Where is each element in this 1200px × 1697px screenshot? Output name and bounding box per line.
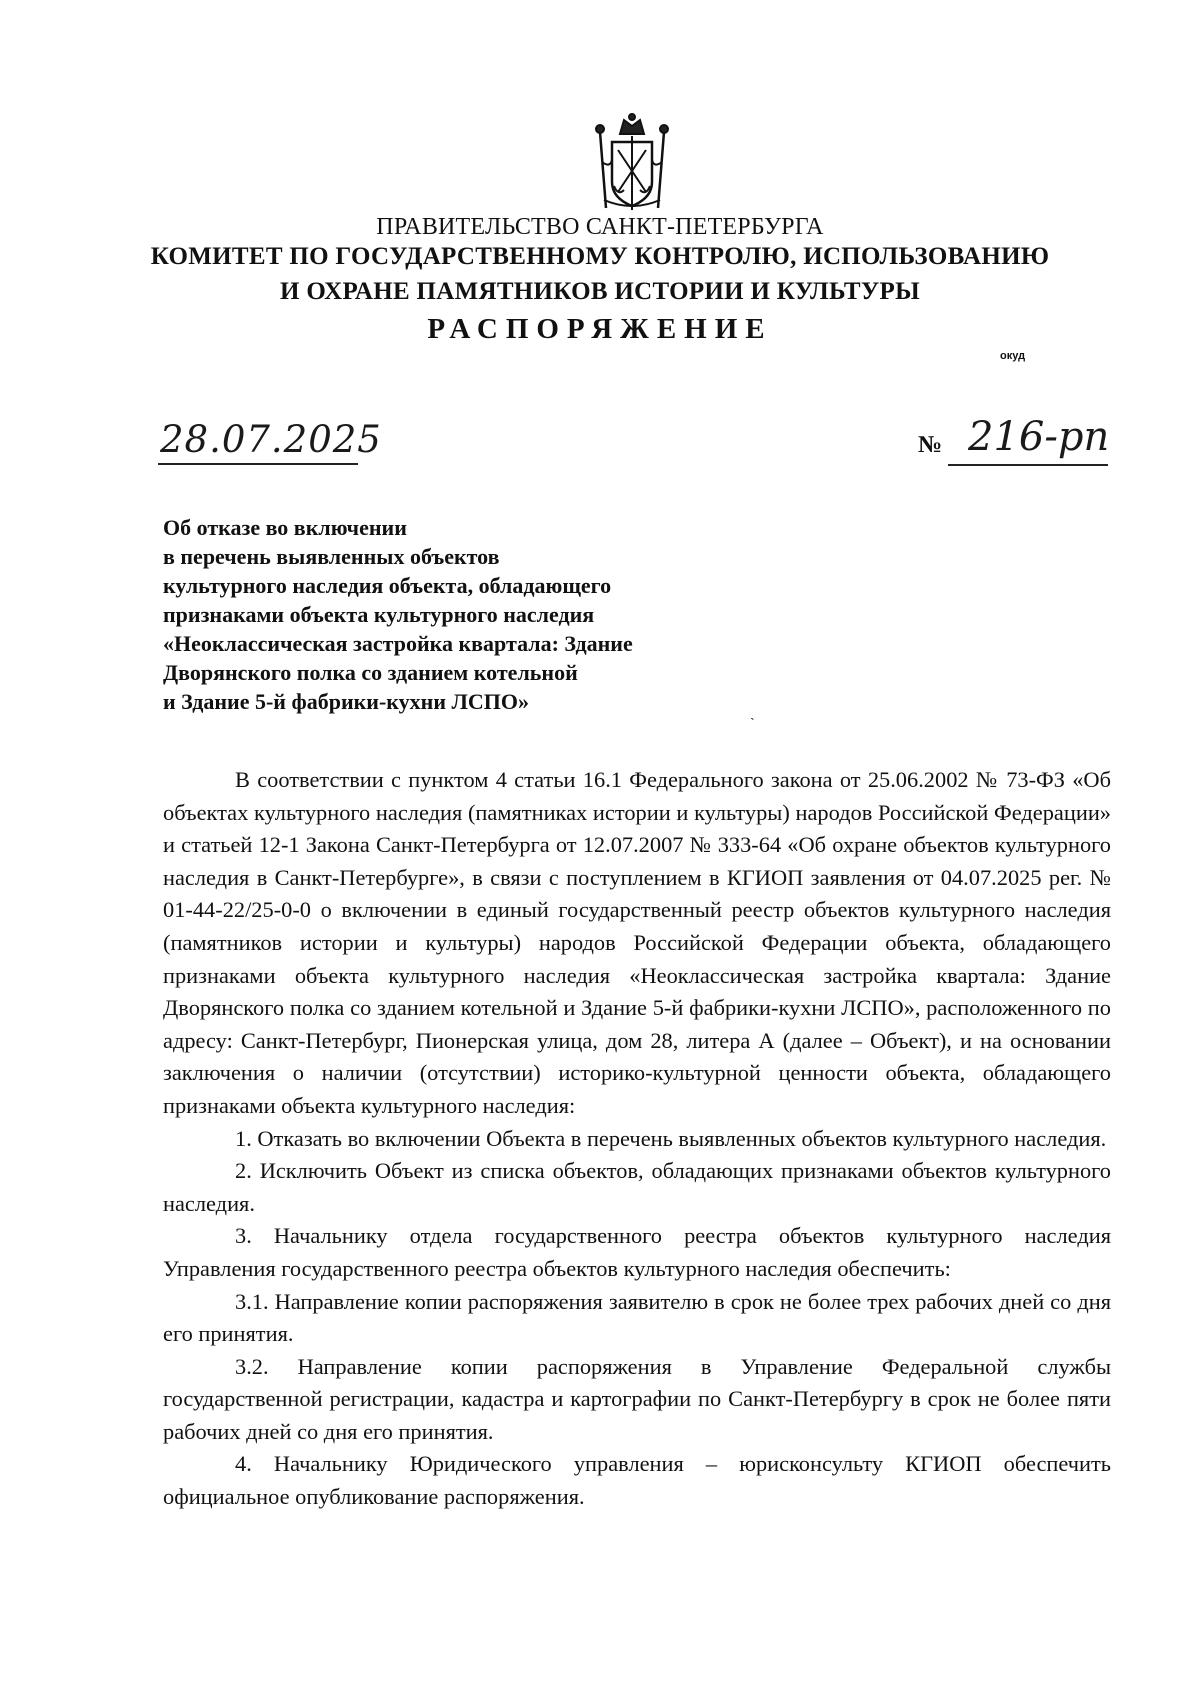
clause-2: 2. Исключить Объект из списка объектов, обладающих признаками объектов культурного наследия. [163,1158,1111,1216]
subject-line: Дворянского полка со зданием котельной [163,660,578,685]
government-title: ПРАВИТЕЛЬСТВО САНКТ-ПЕТЕРБУРГА [376,214,824,240]
okud-label: окуд [1000,350,1026,362]
clause-3-2: 3.2. Направление копии распоряжения в Управление Федеральной службы государственной регистрации, кадастра и картографии по Санкт-Петербургу в срок не более пяти рабочих дней со дня его принятия. [163,1353,1111,1444]
document-date: 28.07.2025 [160,418,382,461]
document-type: РАСПОРЯЖЕНИЕ [427,313,773,345]
document-subject [163,513,783,716]
saint-petersburg-coat-of-arms-icon [590,112,674,214]
clause-1: 1. Отказать во включении Объекта в перечень выявленных объектов культурного наследия. [235,1125,1107,1151]
committee-title-line1: КОМИТЕТ ПО ГОСУДАРСТВЕННОМУ КОНТРОЛЮ, ИСПОЛЬЗОВАНИЮ [150,243,1050,270]
scan-mark: ˎ [750,706,755,721]
subject-line: культурного наследия объекта, обладающего [163,573,612,598]
subject-line: в перечень выявленных объектов [163,544,500,569]
document-body [163,764,1111,1514]
subject-line: и Здание 5-й фабрики-кухни ЛСПО» [163,689,530,714]
number-sign: № [918,432,943,458]
date-underline [158,463,358,465]
document-number: 216-рп [968,414,1110,460]
subject-line: Об отказе во включении [163,515,407,540]
number-underline [948,464,1108,466]
committee-title-line2: И ОХРАНЕ ПАМЯТНИКОВ ИСТОРИИ И КУЛЬТУРЫ [280,278,920,305]
subject-line: «Неоклассическая застройка квартала: Здание [163,631,633,656]
clause-4: 4. Начальнику Юридического управления – юрисконсульту КГИОП обеспечить официальное опубликование распоряжения. [163,1451,1111,1510]
clause-3: 3. Начальнику отдела государственного реестра объектов культурного наследия Управления государственного реестра объектов культурного наследия обеспечить: [163,1223,1111,1281]
clause-3-1: 3.1. Направление копии распоряжения заявителю в срок не более трех рабочих дней со дня его принятия. [163,1288,1111,1347]
subject-line: признаками объекта культурного наследия [163,602,595,627]
preamble-paragraph: В соответствии с пунктом 4 статьи 16.1 Федерального закона от 25.06.2002 № 73-ФЗ «Об объектах культурного наследия (памятниках истории и культуры) народов Российской Федерации» и статьей 12-1 Закона Санкт-Петербурга от 12.07.2007 № 333-64 «Об охране объектов культурного наследия в Санкт-Петербурге», в связи с поступлением в КГИОП заявления от 04.07.2025 рег. № 01-44-22/25-0-0 о включении в единый государственный реестр объектов культурного наследия (памятников истории и культуры) народов Российской Федерации объекта, обладающего признаками объекта культурного наследия «Неоклассическая застройка квартала: Здание Дворянского полка со зданием котельной и Здание 5-й фабрики-кухни ЛСПО», расположенного по адресу: Санкт-Петербург, Пионерская улица, дом 28, литера А (далее – Объект), и на основании заключения о наличии (отсутствии) историко-культурной ценности объекта, обладающего признаками объекта культурного наследия: [163,767,1111,1118]
